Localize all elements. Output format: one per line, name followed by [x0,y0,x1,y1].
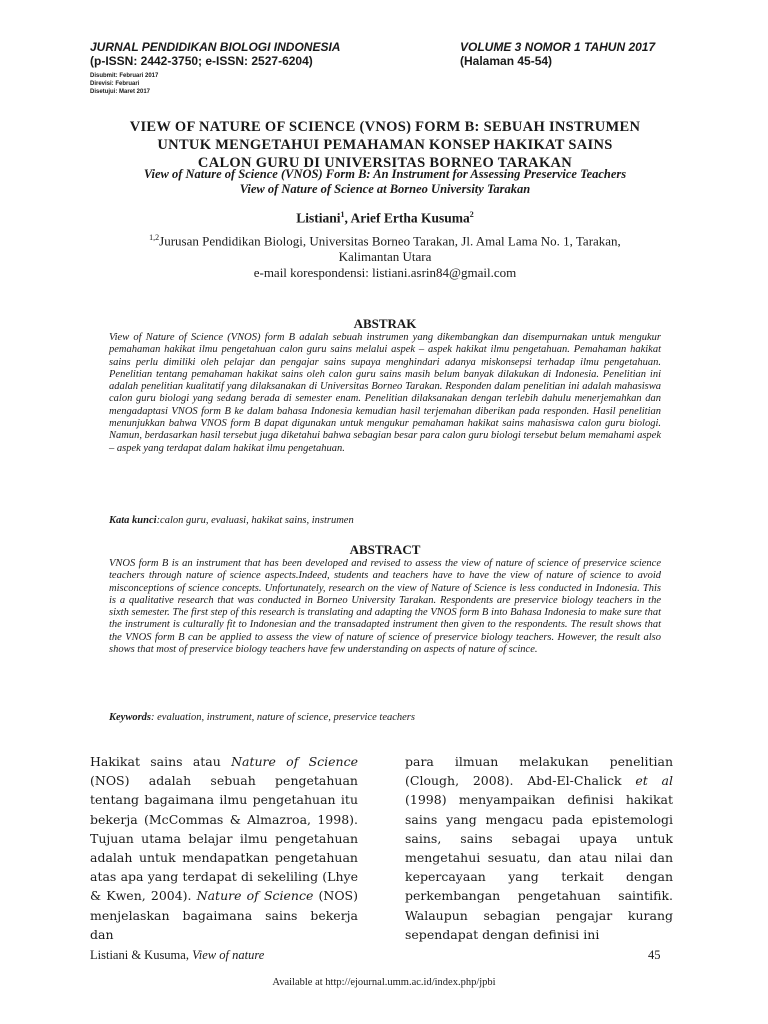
abstrak-heading: ABSTRAK [353,316,417,331]
body-column-left [90,752,358,944]
body-left-italic-2: Nature of Science [196,888,314,904]
abstract-heading: ABSTRACT [349,542,421,557]
affiliation-sup: 1,2 [149,233,160,242]
title-line-1: VIEW OF NATURE OF SCIENCE (VNOS) FORM B: SEBUAH INSTRUMEN [129,119,641,135]
author-2: Arief Ertha Kusuma [350,210,470,226]
title-line-2: UNTUK MENGETAHUI PEMAHAMAN KONSEP HAKIKAT SAINS [157,137,613,153]
affiliation-line-1: Jurusan Pendidikan Biologi, Universitas Borneo Tarakan, Jl. Amal Lama No. 1, Tarakan, [159,233,621,249]
body-left-text-2: (NOS) adalah sebuah pengetahuan tentang bagaimana ilmu pengetahuan itu bekerja (McCommas & Almazroa, 1998). Tujuan utama belajar ilmu pengetahuan adalah untuk mendapatkan pengetahuan atas apa yang terdapat di sekeliling (Lhye & Kwen, 2004). [90,773,358,904]
page-number: 45 [648,948,661,962]
body-right-text-1: para ilmuan melakukan penelitian (Clough, 2008). Abd-El-Chalick [405,754,673,789]
body-right-text-2: (1998) menyampaikan definisi hakikat sains yang mengacu pada epistemologi sains, sains sebagai upaya untuk mengetahui sesuatu, dan atau nilai dan kepercayaan yang terkait dengan perkembangan pengetahuan saintifik. Walaupun sebagian pengajar kurang sependapat dengan definisi ini [405,792,673,942]
author-1: Listiani [296,210,341,226]
title-en-line-2: View of Nature of Science at Borneo University Tarakan [239,182,531,196]
abstrak-keywords-text: :calon guru, evaluasi, hakikat sains, instrumen [156,515,354,526]
availability-url[interactable]: Available at http://ejournal.umm.ac.id/index.php/jpbi [272,977,496,988]
author-list [90,210,680,227]
abstrak-keywords [109,515,661,526]
abstrak-text: View of Nature of Science (VNOS) form B adalah sebuah instrumen yang dikembangkan dan disempurnakan untuk mengukur pemahaman hakikat ilmu pengetahuan calon guru sains melalui aspek – aspek hakikat ilmu pengetahuan. Pemahaman hakikat sains perlu dimiliki oleh pelajar dan pengajar sains supaya menghindari adanya miskonsepsi terhadap ilmu pengetahuan. Penelitian tentang pemahaman hakikat sains oleh calon guru sains masih belum banyak dilakukan di Indonesia. Penelitian ini adalah penelitian kualitatif yang dilaksanakan di Universitas Borneo Tarakan. Responden dalam penelitian ini adalah mahasiswa calon guru biologi yang sedang berada di semester enam. Penelitian dilaksanakan dengan terlebih dahulu menerjemahkan dan mengadaptasi VNOS form B ke dalam bahasa Indonesia kemudian hasil terjemahan diberikan pada responden. Hasil penelitian menunjukkan bahwa VNOS form B dapat digunakan untuk mengukur pemahaman hakikat sains mahasiswa calon guru biologi. Namun, berdasarkan hasil tersebut juga diketahui bahwa sebagian besar para calon guru biologi tersebut belum memahami aspek – aspek yang terdapat dalam hakikat ilmu pengetahuan. [109,332,661,454]
date-accepted: Disetujui: Maret 2017 [90,89,151,95]
body-column-right [405,752,673,944]
abstract-text: VNOS form B is an instrument that has been developed and revised to assess the view of nature of science of preservice science teachers through nature of science aspects.Indeed, students and teachers have to have the view of nature of science to avoid misconceptions of science concepts. Unfortunately, research on the view of Nature of Science is less conducted in Indonesia. This is a qualitative research that was conducted in Borneo University Tarakan. Respondents are preservice biology teachers in the sixth semester. The first step of this research is translating and adapting the VNOS form B into Bahasa Indonesia to make sure that the instrument is culturally fit to Indonesian and the transadapted instrument then given to the respondents. The result shows that the VNOS form B can be applied to assess the view of nature of science of preservice biology teachers. However, the result also shows that most of preservice biology teachers have few understanding on aspects of nature of scince. [109,558,661,656]
author-2-sup: 2 [469,210,474,219]
body-left-italic-1: Nature of Science [231,754,358,769]
submission-dates [90,72,158,96]
abstract-keywords-text: : evaluation, instrument, nature of science, preservice teachers [151,712,415,723]
page-range: (Halaman 45-54) [460,54,553,68]
paper-title-english [90,167,680,197]
author-separator: , [344,210,351,226]
abstract-keywords-label: Keywords [109,712,151,723]
author-1-sup: 1 [340,210,345,219]
date-revised: Direvisi: Februari [90,81,140,87]
volume-info: VOLUME 3 NOMOR 1 TAHUN 2017 [460,40,656,54]
body-left-text-1: Hakikat sains atau [90,754,232,769]
footer-short-title: View of nature [192,948,265,962]
footer-authors: Listiani & Kusuma, [90,948,193,962]
body-right-italic-1: et al [635,773,673,789]
correspondence-email: e-mail korespondensi: listiani.asrin84@gmail.com [253,265,517,281]
abstrak-keywords-label: Kata kunci [109,515,157,526]
issn-info: (p-ISSN: 2442-3750; e-ISSN: 2527-6204) [90,54,313,68]
body-left-text-3: (NOS) menjelaskan bagaimana sains bekerja dan [90,888,359,942]
running-footer [90,948,264,963]
paper-title [90,118,680,172]
date-submitted: Disubmit: Februari 2017 [90,73,159,79]
journal-name: JURNAL PENDIDIKAN BIOLOGI INDONESIA [90,40,341,54]
affiliation-line-2: Kalimantan Utara [338,249,432,265]
title-line-3: CALON GURU DI UNIVERSITAS BORNEO TARAKAN [197,155,573,171]
title-en-line-1: View of Nature of Science (VNOS) Form B: An Instrument for Assessing Preservice Teachers [143,167,627,181]
affiliation [100,230,670,281]
abstract-keywords [109,712,661,723]
